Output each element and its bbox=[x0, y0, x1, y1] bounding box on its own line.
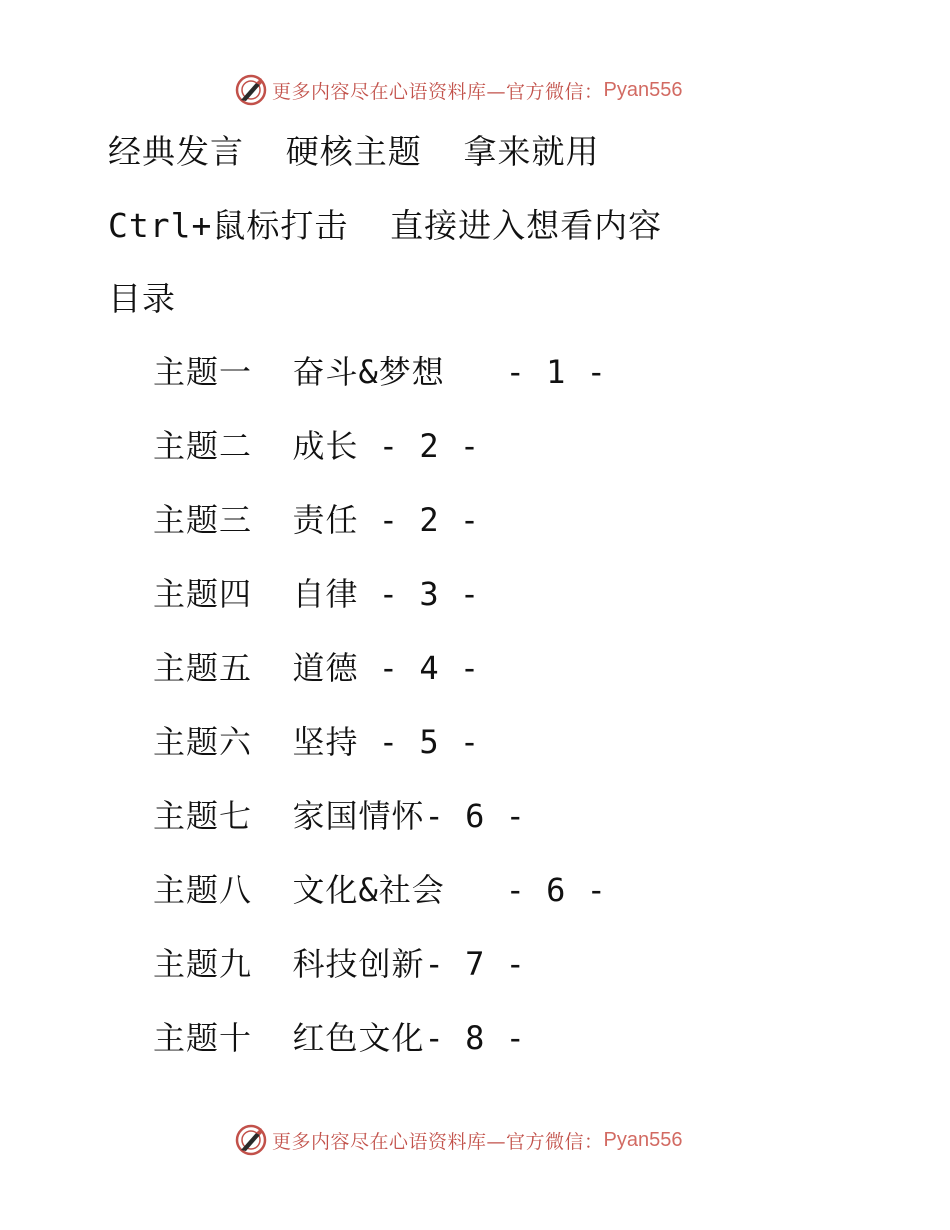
pen-logo-icon bbox=[234, 1123, 268, 1157]
toc-item[interactable]: 主题三 责任 - 2 - bbox=[153, 501, 481, 539]
toc-item[interactable]: 主题八 文化&社会 - 6 - bbox=[153, 871, 607, 909]
toc-item[interactable]: 主题四 自律 - 3 - bbox=[153, 575, 481, 613]
footer-wechat-id: Pyan556 bbox=[603, 1128, 683, 1151]
intro-line-1: 经典发言 硬核主题 拿来就用 bbox=[108, 132, 600, 171]
toc-item[interactable]: 主题二 成长 - 2 - bbox=[153, 427, 481, 465]
header-banner-text: 更多内容尽在心语资料库—官方微信： bbox=[272, 80, 604, 103]
toc-item[interactable]: 主题六 坚持 - 5 - bbox=[153, 723, 481, 761]
toc-heading: 目录 bbox=[108, 279, 176, 318]
header-wechat-id: Pyan556 bbox=[603, 78, 683, 101]
header-banner[interactable] bbox=[234, 72, 714, 108]
toc-item[interactable]: 主题九 科技创新- 7 - bbox=[153, 945, 526, 983]
toc-item[interactable]: 主题五 道德 - 4 - bbox=[153, 649, 481, 687]
footer-banner[interactable] bbox=[234, 1122, 714, 1158]
toc-item[interactable]: 主题十 红色文化- 8 - bbox=[153, 1019, 526, 1057]
footer-banner-text: 更多内容尽在心语资料库—官方微信： bbox=[272, 1130, 604, 1153]
intro-line-2: Ctrl+鼠标打击 直接进入想看内容 bbox=[108, 206, 663, 245]
toc-item[interactable]: 主题七 家国情怀- 6 - bbox=[153, 797, 526, 835]
toc-item[interactable]: 主题一 奋斗&梦想 - 1 - bbox=[153, 353, 607, 391]
pen-logo-icon bbox=[234, 73, 268, 107]
